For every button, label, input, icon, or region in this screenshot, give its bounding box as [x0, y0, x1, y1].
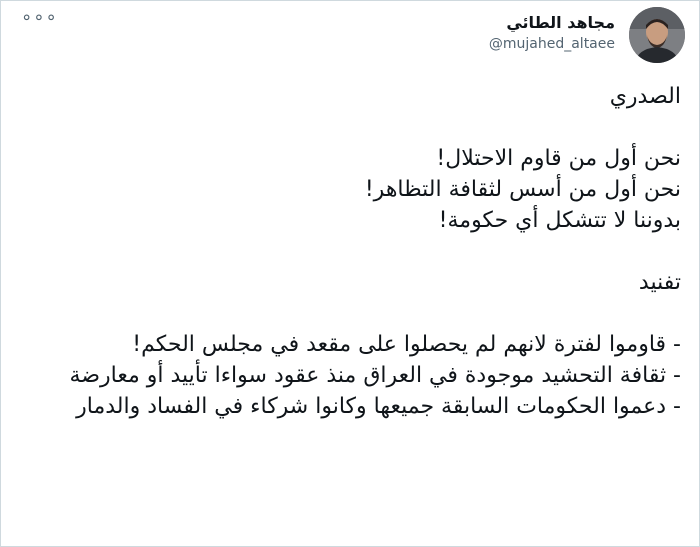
- author-block[interactable]: [489, 13, 615, 55]
- rebuttal-item: - قاوموا لفترة لانهم لم يحصلوا على مقعد في مجلس الحكم!: [132, 332, 681, 357]
- rebuttal-heading: تفنيد: [638, 270, 681, 295]
- tweet-heading: الصدري: [609, 84, 681, 109]
- rebuttal-item: - دعموا الحكومات السابقة جميعها وكانوا شركاء في الفساد والدمار: [76, 394, 681, 419]
- tweet-text: [11, 81, 681, 422]
- rebuttal-list: [11, 329, 681, 422]
- claim-line: نحن أول من قاوم الاحتلال!: [436, 146, 681, 171]
- claim-line: بدوننا لا تتشكل أي حكومة!: [438, 208, 681, 233]
- claims-block: [11, 143, 681, 236]
- claim-line: نحن أول من أسس لثقافة التظاهر!: [364, 177, 681, 202]
- user-avatar-icon: [629, 7, 685, 63]
- author-name[interactable]: مجاهد الطائي: [506, 13, 615, 32]
- avatar[interactable]: [629, 7, 685, 63]
- rebuttal-item: - ثقافة التحشيد موجودة في العراق منذ عقود سواءا تأييد أو معارضة: [69, 363, 681, 388]
- more-options-icon[interactable]: ∘∘∘: [21, 7, 58, 28]
- author-handle[interactable]: @mujahed_altaee: [488, 36, 615, 52]
